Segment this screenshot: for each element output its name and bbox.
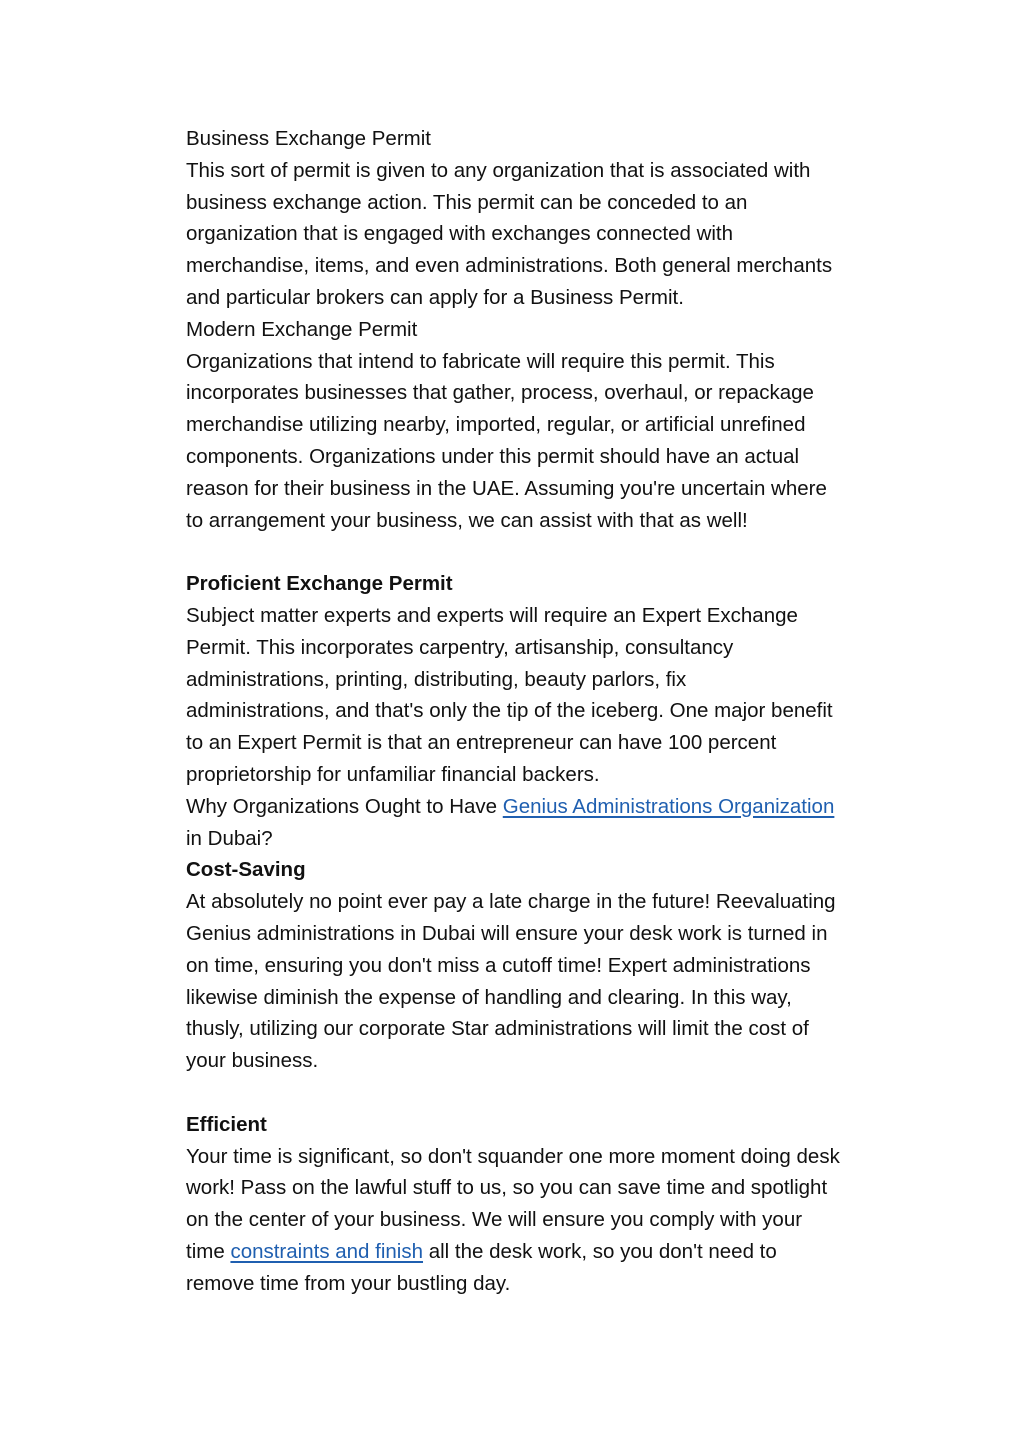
paragraph-line: merchandise, items, and even administrations. Both general merchants (186, 254, 833, 278)
paragraph-line: thusly, utilizing our corporate Star administrations will limit the cost of (186, 1017, 809, 1041)
paragraph-line: remove time from your bustling day. (186, 1271, 511, 1295)
why-organizations-line (186, 791, 906, 823)
paragraph-line: This sort of permit is given to any organization that is associated with (186, 158, 811, 182)
section-heading-efficient: Efficient (186, 1112, 267, 1136)
paragraph-line: work! Pass on the lawful stuff to us, so you can save time and spotlight (186, 1176, 828, 1200)
paragraph-line: organization that is engaged with exchanges connected with (186, 222, 734, 246)
section-heading-business-exchange-permit: Business Exchange Permit (186, 127, 431, 150)
paragraph-line: administrations, and that's only the tip of the iceberg. One major benefit (186, 699, 833, 723)
paragraph-line: and particular brokers can apply for a Business Permit. (186, 285, 684, 309)
paragraph-line: proprietorship for unfamiliar financial backers. (186, 762, 600, 786)
paragraph-line: Subject matter experts and experts will require an Expert Exchange (186, 603, 798, 627)
constraints-suffix-text: all the desk work, so you don't need to (423, 1239, 777, 1263)
paragraph-line: At absolutely no point ever pay a late charge in the future! Reevaluating (186, 890, 836, 914)
section-heading-cost-saving: Cost-Saving (186, 858, 306, 882)
paragraph-line: incorporates businesses that gather, process, overhaul, or repackage (186, 381, 814, 405)
why-prefix-text: Why Organizations Ought to Have (186, 794, 503, 818)
constraints-and-finish-link[interactable]: constraints and finish (230, 1239, 424, 1263)
paragraph-line: merchandise utilizing nearby, imported, regular, or artificial unrefined (186, 413, 806, 437)
paragraph-line: on the center of your business. We will ensure you comply with your (186, 1208, 803, 1232)
paragraph-line: administrations, printing, distributing, beauty parlors, fix (186, 667, 687, 691)
paragraph-line: in Dubai? (186, 826, 273, 850)
paragraph-line: your business. (186, 1049, 319, 1073)
section-heading-proficient-exchange-permit: Proficient Exchange Permit (186, 572, 453, 596)
genius-administrations-link[interactable]: Genius Administrations Organization (502, 794, 835, 818)
paragraph-line: to arrangement your business, we can assist with that as well! (186, 508, 748, 532)
paragraph-line: to an Expert Permit is that an entrepreneur can have 100 percent (186, 731, 777, 755)
paragraph-line: on time, ensuring you don't miss a cutoff time! Expert administrations (186, 953, 811, 977)
paragraph-line: Permit. This incorporates carpentry, artisanship, consultancy (186, 635, 734, 659)
paragraph-line: Organizations that intend to fabricate will require this permit. This (186, 349, 775, 373)
paragraph-line: components. Organizations under this permit should have an actual (186, 444, 800, 468)
paragraph-line: likewise diminish the expense of handling and clearing. In this way, (186, 985, 792, 1009)
paragraph-line: Genius administrations in Dubai will ensure your desk work is turned in (186, 921, 828, 945)
paragraph-line: Your time is significant, so don't squander one more moment doing desk (186, 1144, 840, 1168)
paragraph-spacer (186, 536, 906, 568)
paragraph-line: reason for their business in the UAE. Assuming you're uncertain where (186, 476, 827, 500)
constraints-prefix-text: time (186, 1239, 231, 1263)
section-heading-modern-exchange-permit: Modern Exchange Permit (186, 317, 418, 341)
document-page (186, 123, 906, 1299)
paragraph-line: business exchange action. This permit can be conceded to an (186, 190, 748, 214)
paragraph-spacer (186, 1077, 906, 1109)
constraints-line (186, 1236, 906, 1268)
